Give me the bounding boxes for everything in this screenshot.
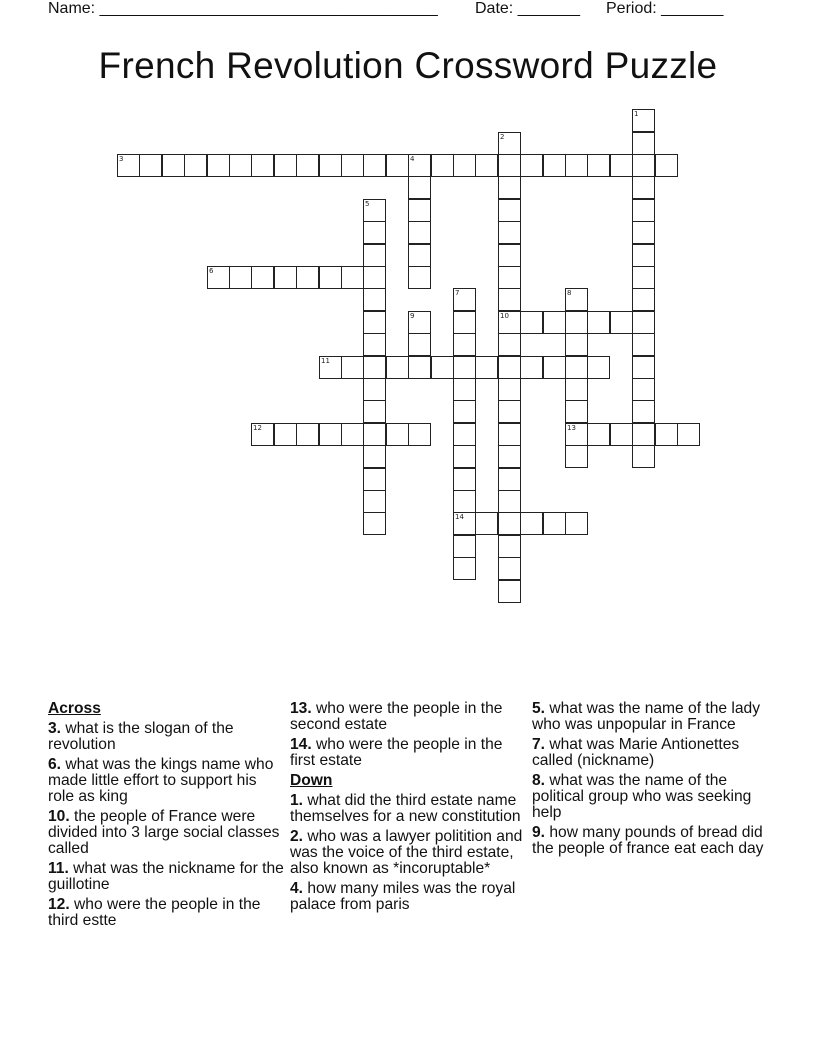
crossword-cell[interactable] xyxy=(319,154,342,177)
crossword-cell[interactable] xyxy=(632,244,655,267)
crossword-cell[interactable] xyxy=(453,512,476,535)
clue-down-2: 2. who was a lawyer politition and was the voice of the third estate, also known as *incoruptable* xyxy=(290,828,523,877)
crossword-cell[interactable] xyxy=(475,154,498,177)
crossword-cell[interactable] xyxy=(498,378,521,401)
crossword-cell[interactable] xyxy=(632,356,655,379)
clues-column-3 xyxy=(532,701,768,861)
crossword-cell[interactable] xyxy=(453,154,476,177)
crossword-cell[interactable] xyxy=(363,244,386,267)
clue-number: 13 xyxy=(567,424,576,432)
crossword-cell[interactable] xyxy=(453,311,476,334)
crossword-cell[interactable] xyxy=(408,333,431,356)
crossword-cell[interactable] xyxy=(363,311,386,334)
crossword-cell[interactable] xyxy=(543,356,566,379)
crossword-cell[interactable] xyxy=(363,288,386,311)
crossword-cell[interactable] xyxy=(632,288,655,311)
crossword-cell[interactable] xyxy=(565,378,588,401)
crossword-cell[interactable] xyxy=(632,221,655,244)
crossword-cell[interactable] xyxy=(162,154,185,177)
crossword-cell[interactable] xyxy=(498,333,521,356)
crossword-cell[interactable] xyxy=(498,468,521,491)
crossword-cell[interactable] xyxy=(319,266,342,289)
clue-number: 11 xyxy=(321,357,330,365)
crossword-cell[interactable] xyxy=(632,333,655,356)
crossword-cell[interactable] xyxy=(632,176,655,199)
crossword-cell[interactable] xyxy=(296,266,319,289)
crossword-cell[interactable] xyxy=(453,423,476,446)
crossword-cell[interactable] xyxy=(408,356,431,379)
crossword-cell[interactable] xyxy=(587,356,610,379)
crossword-cell[interactable] xyxy=(229,154,252,177)
crossword-cell[interactable] xyxy=(565,512,588,535)
clue-number: 4 xyxy=(410,155,415,163)
crossword-cell[interactable] xyxy=(632,400,655,423)
crossword-cell[interactable] xyxy=(274,423,297,446)
crossword-cell[interactable] xyxy=(498,154,521,177)
clue-number: 10 xyxy=(500,312,509,320)
down-heading: Down xyxy=(290,772,333,789)
crossword-cell[interactable] xyxy=(565,288,588,311)
crossword-cell[interactable] xyxy=(498,244,521,267)
crossword-cell[interactable] xyxy=(453,333,476,356)
crossword-cell[interactable] xyxy=(408,199,431,222)
clue-down-4: 4. how many miles was the royal palace from paris xyxy=(290,880,516,913)
crossword-cell[interactable] xyxy=(453,535,476,558)
crossword-cell[interactable] xyxy=(565,154,588,177)
page-title: French Revolution Crossword Puzzle xyxy=(98,45,718,86)
clue-number: 9 xyxy=(410,312,415,320)
period-field[interactable]: Period: _______ xyxy=(606,0,724,17)
clue-across-6: 6. what was the kings name who made little effort to support his role as king xyxy=(48,756,274,805)
crossword-cell[interactable] xyxy=(363,221,386,244)
crossword-cell[interactable] xyxy=(498,132,521,155)
crossword-cell[interactable] xyxy=(565,400,588,423)
clue-across-3: 3. what is the slogan of the revolution xyxy=(48,720,234,753)
clues-column-2 xyxy=(290,701,526,917)
crossword-cell[interactable] xyxy=(632,109,655,132)
clue-number: 14 xyxy=(455,513,464,521)
crossword-cell[interactable] xyxy=(408,311,431,334)
crossword-cell[interactable] xyxy=(363,199,386,222)
crossword-cell[interactable] xyxy=(498,512,521,535)
crossword-cell[interactable] xyxy=(475,356,498,379)
crossword-cell[interactable] xyxy=(498,400,521,423)
crossword-cell[interactable] xyxy=(610,311,633,334)
crossword-cell[interactable] xyxy=(498,199,521,222)
crossword-cell[interactable] xyxy=(453,445,476,468)
crossword-cell[interactable] xyxy=(363,356,386,379)
crossword-cell[interactable] xyxy=(319,356,342,379)
crossword-cell[interactable] xyxy=(408,154,431,177)
clue-across-11: 11. what was the nickname for the guillotine xyxy=(48,860,284,893)
crossword-cell[interactable] xyxy=(341,356,364,379)
crossword-cell[interactable] xyxy=(274,154,297,177)
crossword-cell[interactable] xyxy=(543,512,566,535)
crossword-cell[interactable] xyxy=(498,445,521,468)
crossword-cell[interactable] xyxy=(453,378,476,401)
clue-number: 8 xyxy=(567,289,572,297)
crossword-cell[interactable] xyxy=(520,356,543,379)
crossword-cell[interactable] xyxy=(341,423,364,446)
crossword-cell[interactable] xyxy=(453,400,476,423)
crossword-cell[interactable] xyxy=(386,423,409,446)
clue-down-7: 7. what was Marie Antionettes called (nickname) xyxy=(532,736,740,769)
crossword-cell[interactable] xyxy=(498,221,521,244)
crossword-cell[interactable] xyxy=(386,356,409,379)
crossword-cell[interactable] xyxy=(363,423,386,446)
crossword-cell[interactable] xyxy=(453,490,476,513)
crossword-cell[interactable] xyxy=(498,356,521,379)
crossword-cell[interactable] xyxy=(520,154,543,177)
clue-across-12: 12. who were the people in the third estte xyxy=(48,896,261,929)
crossword-cell[interactable] xyxy=(520,512,543,535)
crossword-cell[interactable] xyxy=(610,154,633,177)
crossword-cell[interactable] xyxy=(543,311,566,334)
crossword-cell[interactable] xyxy=(363,490,386,513)
crossword-cell[interactable] xyxy=(543,154,566,177)
crossword-cell[interactable] xyxy=(498,490,521,513)
crossword-cell[interactable] xyxy=(431,154,454,177)
crossword-cell[interactable] xyxy=(229,266,252,289)
crossword-cell[interactable] xyxy=(565,356,588,379)
crossword-cell[interactable] xyxy=(655,154,678,177)
crossword-cell[interactable] xyxy=(207,266,230,289)
crossword-cell[interactable] xyxy=(274,266,297,289)
crossword-cell[interactable] xyxy=(408,423,431,446)
crossword-cell[interactable] xyxy=(363,445,386,468)
crossword-cell[interactable] xyxy=(408,176,431,199)
crossword-cell[interactable] xyxy=(251,423,274,446)
clue-across-14: 14. who were the people in the first estate xyxy=(290,736,503,769)
across-heading: Across xyxy=(48,700,101,717)
crossword-cell[interactable] xyxy=(632,154,655,177)
date-field[interactable]: Date: _______ xyxy=(475,0,580,17)
clue-across-13: 13. who were the people in the second estate xyxy=(290,700,503,733)
crossword-cell[interactable] xyxy=(498,288,521,311)
crossword-cell[interactable] xyxy=(117,154,140,177)
crossword-cell[interactable] xyxy=(498,557,521,580)
crossword-cell[interactable] xyxy=(408,244,431,267)
crossword-cell[interactable] xyxy=(610,423,633,446)
crossword-cell[interactable] xyxy=(632,423,655,446)
crossword-cell[interactable] xyxy=(498,176,521,199)
crossword-cell[interactable] xyxy=(453,356,476,379)
crossword-cell[interactable] xyxy=(587,311,610,334)
crossword-cell[interactable] xyxy=(475,512,498,535)
crossword-cell[interactable] xyxy=(632,132,655,155)
clue-number: 2 xyxy=(500,133,505,141)
clue-down-5: 5. what was the name of the lady who was unpopular in France xyxy=(532,700,760,733)
crossword-cell[interactable] xyxy=(341,266,364,289)
clue-down-1: 1. what did the third estate name themselves for a new constitution xyxy=(290,792,521,825)
crossword-cell[interactable] xyxy=(632,266,655,289)
crossword-cell[interactable] xyxy=(251,154,274,177)
name-field[interactable]: Name: ______________________________________ xyxy=(48,0,438,17)
crossword-cell[interactable] xyxy=(565,445,588,468)
crossword-cell[interactable] xyxy=(363,400,386,423)
crossword-cell[interactable] xyxy=(632,311,655,334)
clue-across-10: 10. the people of France were divided into 3 large social classes called xyxy=(48,808,280,857)
clue-number: 12 xyxy=(253,424,262,432)
clue-number: 6 xyxy=(209,267,214,275)
crossword-cell[interactable] xyxy=(341,154,364,177)
crossword-cell[interactable] xyxy=(632,199,655,222)
crossword-cell[interactable] xyxy=(431,356,454,379)
crossword-cell[interactable] xyxy=(520,311,543,334)
crossword-cell[interactable] xyxy=(587,154,610,177)
crossword-cell[interactable] xyxy=(498,423,521,446)
crossword-cell[interactable] xyxy=(565,311,588,334)
crossword-cell[interactable] xyxy=(408,221,431,244)
crossword-cell[interactable] xyxy=(363,266,386,289)
crossword-cell[interactable] xyxy=(498,580,521,603)
crossword-cell[interactable] xyxy=(296,154,319,177)
crossword-cell[interactable] xyxy=(408,266,431,289)
crossword-cell[interactable] xyxy=(453,288,476,311)
clue-number: 3 xyxy=(119,155,124,163)
crossword-cell[interactable] xyxy=(184,154,207,177)
crossword-cell[interactable] xyxy=(453,468,476,491)
clue-down-9: 9. how many pounds of bread did the people of france eat each day xyxy=(532,824,764,857)
crossword-cell[interactable] xyxy=(655,423,678,446)
crossword-cell[interactable] xyxy=(139,154,162,177)
crossword-cell[interactable] xyxy=(498,311,521,334)
crossword-cell[interactable] xyxy=(565,333,588,356)
crossword-cell[interactable] xyxy=(363,378,386,401)
crossword-cell[interactable] xyxy=(296,423,319,446)
crossword-cell[interactable] xyxy=(632,378,655,401)
clue-down-8: 8. what was the name of the political group who was seeking help xyxy=(532,772,752,821)
crossword-cell[interactable] xyxy=(363,333,386,356)
clues-column-1 xyxy=(48,701,284,933)
crossword-cell[interactable] xyxy=(587,423,610,446)
crossword-cell[interactable] xyxy=(498,266,521,289)
crossword-cell[interactable] xyxy=(565,423,588,446)
crossword-cell[interactable] xyxy=(498,535,521,558)
crossword-cell[interactable] xyxy=(363,468,386,491)
crossword-cell[interactable] xyxy=(363,154,386,177)
crossword-cell[interactable] xyxy=(386,154,409,177)
crossword-cell[interactable] xyxy=(453,557,476,580)
crossword-cell[interactable] xyxy=(207,154,230,177)
clue-number: 7 xyxy=(455,289,460,297)
crossword-cell[interactable] xyxy=(363,512,386,535)
crossword-cell[interactable] xyxy=(677,423,700,446)
crossword-cell[interactable] xyxy=(632,445,655,468)
crossword-cell[interactable] xyxy=(319,423,342,446)
clue-number: 5 xyxy=(365,200,370,208)
clue-number: 1 xyxy=(634,110,639,118)
crossword-cell[interactable] xyxy=(251,266,274,289)
